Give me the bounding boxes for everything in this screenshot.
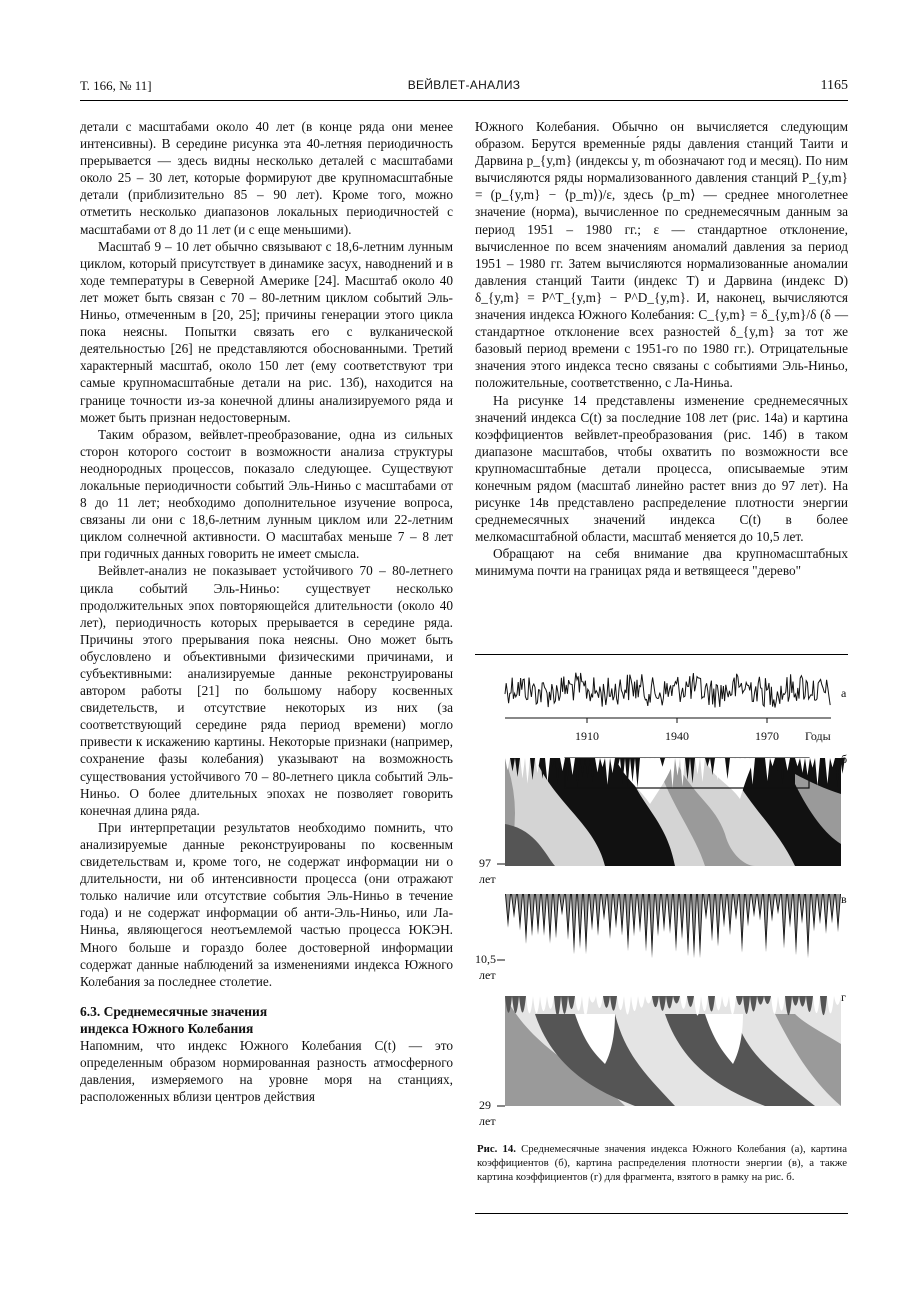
scale-label-v: 10,5 xyxy=(475,952,496,966)
section-heading-line2: индекса Южного Колебания xyxy=(80,1020,254,1036)
paragraph: При интерпретации результатов необходимо помнить, что анализируемые данные реконструированы по косвенным свидетельствам и, кроме того, не содержат информации ни о длительности, ни об интенсивности процесса (они отражают только наличие или отсутствие события Эль-Ниньо в течение года) и не содержат информации об анти-Эль-Ниньо, или Ла-Ниньа, являющегося неотъемлемой частью процесса ЮКЭН. Много больше и гораздо более достоверной информации содержат данные наблюдений за изменениями индекса Южного Колебания за последнее столетие. xyxy=(80,819,453,989)
caption-label: Рис. 14. xyxy=(477,1143,516,1155)
paragraph: детали с масштабами около 40 лет (в конце ряда они менее интенсивны). В середине рисунка эта 40-летняя периодичность прерывается — здесь видны несколько деталей с масштабами около 25 – 30 лет, которые формируют две крупномасштабные детали (приблизительно 85 – 90 лет). Кроме того, можно отметить несколько диапазонов локальных периодичностей с масштабами от 8 до 11 лет (и с еще меньшими). xyxy=(80,119,453,237)
section-heading-line1: 6.3. Среднемесячные значения xyxy=(80,1003,268,1019)
scale-label-b: 97 xyxy=(479,856,491,870)
index-time-series xyxy=(505,673,830,708)
panel-label-g: г xyxy=(841,990,846,1004)
paragraph: На рисунке 14 представлены изменение среднемесячных значений индекса C(t) за последние 108 лет (рис. 14а) и картина коэффициентов вейвлет-преобразования (рис. 14б) в таком диапазоне масштабов, чтобы охватить по возможности все крупномасштабные детали процесса, описываемые этим конечным рядом (масштаб линейно растет вниз до 97 лет). На рисунке 14в представлено распределение плотности энергии среднемесячных значений индекса C(t) в более мелкомасштабной области, масштаб меняется до 10,5 лет. xyxy=(475,392,848,545)
right-column xyxy=(475,118,848,580)
paragraph: Напомним, что индекс Южного Колебания C(t) — это определенным образом нормированная разность атмосферного давления, измеряемого на уровне моря на станциях, расположенных вблизи центров действия xyxy=(80,1037,453,1105)
figure-graphics xyxy=(475,654,848,1214)
figure-bottom-rule xyxy=(475,1213,848,1214)
paragraph: Обращают на себя внимание два крупномасштабных минимума почти на границах ряда и ветвящееся "дерево" xyxy=(475,546,848,579)
energy-density-panel xyxy=(505,894,841,960)
scale-unit-v: лет xyxy=(479,968,496,982)
header-rule xyxy=(80,100,848,101)
x-tick-label: 1940 xyxy=(665,729,689,743)
scale-unit-g: лет xyxy=(479,1114,496,1128)
scale-unit-b: лет xyxy=(479,872,496,886)
panel-label-b: б xyxy=(841,752,848,766)
figure-caption xyxy=(477,1142,847,1184)
x-tick-label: 1910 xyxy=(575,729,599,743)
panel-label-a: а xyxy=(841,686,847,700)
paragraph: Южного Колебания. Обычно он вычисляется следующим образом. Берутся временны́е ряды давления станций Таити и Дарвина p_{y,m} (индексы y, m обозначают год и месяц). По ним вычисляются ряды нормализованного давления станций P_{y,m} = (p_{y,m} − ⟨p_m⟩)/ε, здесь ⟨p_m⟩ — среднее многолетнее значение (норма), вычисленное по среднемесячным данным за период 1951 – 1980 гг.; ε — стандартное отклонение, вычисленное по всем значениям аномалий давления за период 1951 – 1980 гг. Затем вычисляются нормализованные аномалии давления станций Таити (индекс T) и Дарвина (индекс D) δ_{y,m} = P^T_{y,m} − P^D_{y,m}. И, наконец, вычисляются значения индекса Южного Колебания: C_{y,m} = δ_{y,m}/δ (δ — стандартное отклонение всех разностей δ_{y,m} за тот же базовый период времени с 1951-го по 1980 гг.). Отрицательные значения этого индекса тесно связаны с событиями Эль-Ниньо, положительные, соответственно, с Ла-Ниньа. xyxy=(475,119,848,391)
panel-label-v: в xyxy=(841,892,847,906)
x-axis-unit: Годы xyxy=(805,729,831,743)
paragraph: Таким образом, вейвлет-преобразование, одна из сильных сторон которого состоит в возможности анализа структуры неоднородных процессов, показало следующее. Существуют локальные периодичности событий Эль-Ниньо с масштабами от 8 до 11 лет; необходимо дополнительное изучение вопроса, связаны ли они с 18,6-летним лунным циклом или 22-летним циклом солнечной активности. О масштабах меньше 7 – 8 лет при годичных данных говорить не имеет смысла. xyxy=(80,426,453,562)
running-header xyxy=(80,78,848,98)
x-tick-label: 1970 xyxy=(755,729,779,743)
header-page-number: 1165 xyxy=(820,78,848,93)
paragraph: Вейвлет-анализ не показывает устойчивого 70 – 80-летнего цикла событий Эль-Ниньо: существует несколько продолжительных эпох повторяющейся длительности (около 40 лет), периодичность которых прерывается в середине ряда. Причины этого прерывания пока неясны. Оно может быть обусловлено и объективными физическими причинами, и субъективными: анализируемые данные реконструированы автором работы [21] по большому набору косвенных свидетельств, и отсутствие некоторых из них (за соответствующий середине ряда период времени) могло привести к искажению картины. Некоторые признаки (например, сохранение фазы колебания) указывают на возможность существования устойчивого 70 – 80-летнего цикла событий Эль-Ниньо. О более длительных эпохах не позволяет говорить конечная длина ряда. xyxy=(80,563,453,818)
paragraph: Масштаб 9 – 10 лет обычно связывают с 18,6-летним лунным циклом, который присутствует в динамике засух, наводнений и в ходе температуры в Северной Америке [24]. Масштаб около 40 лет может быть связан с 70 – 80-летним циклом событий Эль-Ниньо, отмеченным в [20, 25]; причины генерации этого цикла пока неясны. Попытки связать его с вулканической деятельностью [26] не представляются обоснованными. Третий характерный масштаб, около 150 лет (ему соответствуют три самые крупномасштабные детали на рис. 13б), находится на границе точности из-за конечной длины анализируемого ряда и может быть признан недостоверным. xyxy=(80,238,453,425)
scale-label-g: 29 xyxy=(479,1098,491,1112)
section-heading xyxy=(80,1003,453,1037)
figure-14 xyxy=(475,654,848,1214)
header-volume: Т. 166, № 11] xyxy=(80,78,152,93)
left-column xyxy=(80,118,453,1105)
caption-text: Среднемесячные значения индекса Южного Колебания (а), картина коэффициентов (б), картина распределения плотности энергии (в), а также картина коэффициентов (г) для фрагмента, взятого в рамку на рис. б. xyxy=(477,1143,847,1183)
header-title: ВЕЙВЛЕТ-АНАЛИЗ xyxy=(407,78,521,92)
wavelet-coefficients-panel xyxy=(505,758,845,866)
fragment-coefficients-panel xyxy=(505,996,841,1106)
